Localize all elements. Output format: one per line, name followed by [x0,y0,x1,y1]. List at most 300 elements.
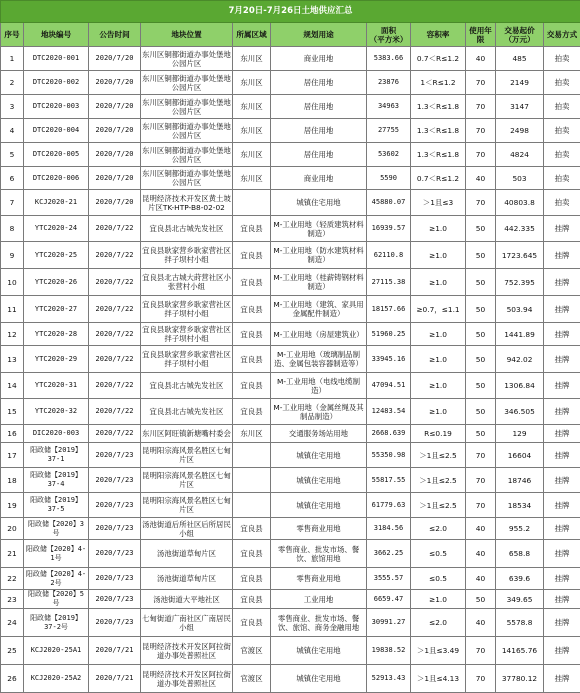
start-price-cell: 18746 [496,468,544,493]
method-cell: 挂牌 [544,425,580,443]
far-cell: 0.7＜R≤1.2 [411,167,466,190]
method-cell: 挂牌 [544,296,580,323]
row-number-cell: 14 [1,373,24,399]
header-cell: 公告时间 [89,23,141,47]
land-use-cell: 城镇住宅用地 [271,665,367,693]
far-cell: ≤2.0 [411,518,466,540]
start-price-cell: 346.505 [496,399,544,425]
far-cell: 1.3＜R≤1.8 [411,119,466,143]
method-cell: 拍卖 [544,167,580,190]
table-row [1,373,580,399]
row-number-cell: 16 [1,425,24,443]
location-cell: 昆明阳宗海风景名胜区七甸片区 [141,443,233,468]
row-number-cell: 10 [1,269,24,296]
table-row [1,346,580,373]
district-cell: 宜良县 [233,269,271,296]
table-row [1,518,580,540]
land-use-cell: 居住用地 [271,71,367,95]
district-cell: 东川区 [233,425,271,443]
term-cell: 70 [466,190,496,216]
land-use-cell: M-工业用地（玻璃制品制造、金属包装容器制造等） [271,346,367,373]
term-cell: 70 [466,637,496,665]
notice-date-cell: 2020/7/21 [89,637,141,665]
district-cell: 东川区 [233,143,271,167]
notice-date-cell: 2020/7/21 [89,665,141,693]
location-cell: 汤池街道后所社区后所居民小组 [141,518,233,540]
row-number-cell: 21 [1,540,24,568]
far-cell: 1.3＜R≤1.8 [411,95,466,119]
method-cell: 挂牌 [544,590,580,609]
header-cell: 规划用途 [271,23,367,47]
area-cell: 55350.98 [367,443,411,468]
location-cell: 东川区铜都街道办事处堡地公园片区 [141,47,233,71]
parcel-id-cell: 阳政储【2019】37-5 [24,493,89,518]
parcel-id-cell: 阳政储【2019】37-4 [24,468,89,493]
method-cell: 挂牌 [544,242,580,269]
far-cell: ≤0.5 [411,568,466,590]
land-use-cell: M-工业用地（桂薪铸钢材料制造） [271,269,367,296]
area-cell: 27755 [367,119,411,143]
header-cell: 地块位置 [141,23,233,47]
location-cell: 宜良县北古城先发社区 [141,373,233,399]
far-cell: ≥1.0 [411,590,466,609]
method-cell: 挂牌 [544,346,580,373]
row-number-cell: 8 [1,216,24,242]
area-cell: 62110.8 [367,242,411,269]
far-cell: 1＜R≤1.2 [411,71,466,95]
location-cell: 汤池街道草甸片区 [141,540,233,568]
start-price-cell: 639.6 [496,568,544,590]
term-cell: 70 [466,143,496,167]
term-cell: 50 [466,425,496,443]
method-cell: 挂牌 [544,269,580,296]
land-use-cell: M-工业用地（建筑、家具用金属配件制造） [271,296,367,323]
term-cell: 50 [466,373,496,399]
table-row [1,216,580,242]
location-cell: 东川区铜都街道办事处堡地公园片区 [141,95,233,119]
row-number-cell: 15 [1,399,24,425]
start-price-cell: 129 [496,425,544,443]
parcel-id-cell: DTC2020-003 [24,95,89,119]
row-number-cell: 2 [1,71,24,95]
parcel-id-cell: 阳政储【2019】37-2号 [24,609,89,637]
notice-date-cell: 2020/7/22 [89,323,141,346]
start-price-cell: 2498 [496,119,544,143]
header-cell: 交易方式 [544,23,580,47]
far-cell: 1.3＜R≤1.8 [411,143,466,167]
far-cell: ＞1且≤2.5 [411,493,466,518]
location-cell: 汤池街道草甸片区 [141,568,233,590]
district-cell [233,468,271,493]
parcel-id-cell: 阳政储【2020】3号 [24,518,89,540]
title-row [1,1,580,23]
row-number-cell: 3 [1,95,24,119]
term-cell: 50 [466,590,496,609]
far-cell: ≥1.0 [411,216,466,242]
term-cell: 40 [466,540,496,568]
land-use-cell: 交通服务场站用地 [271,425,367,443]
notice-date-cell: 2020/7/22 [89,216,141,242]
row-number-cell: 19 [1,493,24,518]
parcel-id-cell: YTC2020-25 [24,242,89,269]
area-cell: 3184.56 [367,518,411,540]
land-use-cell: 城镇住宅用地 [271,190,367,216]
notice-date-cell: 2020/7/22 [89,425,141,443]
far-cell: ＞1且≤2.5 [411,468,466,493]
land-use-cell: 城镇住宅用地 [271,637,367,665]
land-use-cell: 城镇住宅用地 [271,493,367,518]
land-use-cell: M-工业用地（房屋建筑业） [271,323,367,346]
area-cell: 53602 [367,143,411,167]
notice-date-cell: 2020/7/23 [89,493,141,518]
parcel-id-cell: YTC2020-27 [24,296,89,323]
method-cell: 拍卖 [544,119,580,143]
land-use-cell: 零售商业、批发市场、餐饮、旅馆用地 [271,540,367,568]
parcel-id-cell: DTC2020-002 [24,71,89,95]
row-number-cell: 1 [1,47,24,71]
start-price-cell: 40803.8 [496,190,544,216]
start-price-cell: 3147 [496,95,544,119]
district-cell: 宜良县 [233,568,271,590]
method-cell: 挂牌 [544,443,580,468]
location-cell: 昆明经济技术开发区阿拉街道办事处普照社区 [141,637,233,665]
start-price-cell: 14165.76 [496,637,544,665]
method-cell: 挂牌 [544,216,580,242]
table-row [1,493,580,518]
term-cell: 40 [466,518,496,540]
table-row [1,399,580,425]
parcel-id-cell: YTC2020-26 [24,269,89,296]
land-use-cell: 居住用地 [271,95,367,119]
term-cell: 50 [466,296,496,323]
start-price-cell: 1441.89 [496,323,544,346]
row-number-cell: 17 [1,443,24,468]
method-cell: 拍卖 [544,190,580,216]
parcel-id-cell: DTC2020-005 [24,143,89,167]
table-row [1,167,580,190]
term-cell: 40 [466,167,496,190]
table-row [1,609,580,637]
term-cell: 70 [466,119,496,143]
header-cell: 容积率 [411,23,466,47]
method-cell: 挂牌 [544,399,580,425]
location-cell: 汤池街道大平地社区 [141,590,233,609]
location-cell: 宜良县耿家营乡耿家营社区拌子坝村小组 [141,346,233,373]
notice-date-cell: 2020/7/23 [89,590,141,609]
parcel-id-cell: DTC2020-006 [24,167,89,190]
district-cell: 东川区 [233,95,271,119]
start-price-cell: 503 [496,167,544,190]
area-cell: 33945.16 [367,346,411,373]
table-row [1,540,580,568]
notice-date-cell: 2020/7/22 [89,269,141,296]
notice-date-cell: 2020/7/20 [89,47,141,71]
start-price-cell: 503.94 [496,296,544,323]
method-cell: 拍卖 [544,143,580,167]
table-row [1,296,580,323]
parcel-id-cell: 阳政储【2020】4-1号 [24,540,89,568]
start-price-cell: 658.8 [496,540,544,568]
land-use-cell: 居住用地 [271,143,367,167]
table-row [1,71,580,95]
area-cell: 18157.66 [367,296,411,323]
district-cell: 宜良县 [233,399,271,425]
area-cell: 5383.66 [367,47,411,71]
parcel-id-cell: 阳政储【2020】4-2号 [24,568,89,590]
location-cell: 宜良县北古城大莳营社区小张营村小组 [141,269,233,296]
parcel-id-cell: 阳政储【2019】37-1 [24,443,89,468]
far-cell: ≤0.5 [411,540,466,568]
land-use-cell: 城镇住宅用地 [271,468,367,493]
area-cell: 34963 [367,95,411,119]
term-cell: 40 [466,609,496,637]
parcel-id-cell: KCJ2020-21 [24,190,89,216]
row-number-cell: 24 [1,609,24,637]
method-cell: 拍卖 [544,71,580,95]
notice-date-cell: 2020/7/22 [89,296,141,323]
table-row [1,468,580,493]
table-row [1,269,580,296]
notice-date-cell: 2020/7/23 [89,540,141,568]
land-use-cell: M-工业用地（防水建筑材料制造） [271,242,367,269]
land-use-cell: 居住用地 [271,119,367,143]
district-cell: 东川区 [233,71,271,95]
far-cell: ≥0.7，≤1.1 [411,296,466,323]
table-row [1,190,580,216]
area-cell: 61779.63 [367,493,411,518]
start-price-cell: 5578.8 [496,609,544,637]
location-cell: 昆明阳宗海风景名胜区七甸片区 [141,468,233,493]
district-cell: 东川区 [233,119,271,143]
land-use-cell: 零售商业用地 [271,518,367,540]
table-body [1,47,580,693]
term-cell: 70 [466,468,496,493]
area-cell: 19838.52 [367,637,411,665]
district-cell: 宜良县 [233,242,271,269]
table-row [1,443,580,468]
district-cell: 东川区 [233,47,271,71]
location-cell: 昆明阳宗海风景名胜区七甸片区 [141,493,233,518]
district-cell: 宜良县 [233,346,271,373]
district-cell [233,443,271,468]
row-number-cell: 11 [1,296,24,323]
term-cell: 50 [466,399,496,425]
method-cell: 挂牌 [544,609,580,637]
land-use-cell: M-工业用地（轻质建筑材料制造） [271,216,367,242]
row-number-cell: 9 [1,242,24,269]
location-cell: 东川区铜都街道办事处堡地公园片区 [141,71,233,95]
notice-date-cell: 2020/7/23 [89,443,141,468]
notice-date-cell: 2020/7/23 [89,609,141,637]
location-cell: 昆明经济技术开发区黄土坡片区TK-HTP-B8-02-02 [141,190,233,216]
area-cell: 23876 [367,71,411,95]
district-cell [233,493,271,518]
far-cell: R≤0.19 [411,425,466,443]
method-cell: 拍卖 [544,47,580,71]
parcel-id-cell: DTC2020-004 [24,119,89,143]
land-use-cell: M-工业用地（金属丝绳及其制品制造） [271,399,367,425]
term-cell: 70 [466,443,496,468]
start-price-cell: 2149 [496,71,544,95]
header-cell: 所属区域 [233,23,271,47]
location-cell: 东川区铜都街道办事处堡地公园片区 [141,143,233,167]
district-cell: 宜良县 [233,323,271,346]
location-cell: 东川区铜都街道办事处堡地公园片区 [141,167,233,190]
notice-date-cell: 2020/7/20 [89,71,141,95]
far-cell: ≥1.0 [411,242,466,269]
start-price-cell: 37780.12 [496,665,544,693]
row-number-cell: 20 [1,518,24,540]
term-cell: 70 [466,71,496,95]
row-number-cell: 18 [1,468,24,493]
method-cell: 挂牌 [544,323,580,346]
location-cell: 东川区铜都街道办事处堡地公园片区 [141,119,233,143]
term-cell: 70 [466,665,496,693]
header-cell: 面积 （平方米） [367,23,411,47]
area-cell: 16939.57 [367,216,411,242]
term-cell: 50 [466,346,496,373]
notice-date-cell: 2020/7/20 [89,95,141,119]
notice-date-cell: 2020/7/22 [89,346,141,373]
land-use-cell: 城镇住宅用地 [271,443,367,468]
row-number-cell: 6 [1,167,24,190]
notice-date-cell: 2020/7/20 [89,190,141,216]
parcel-id-cell: 阳政储【2020】5号 [24,590,89,609]
start-price-cell: 442.335 [496,216,544,242]
header-cell: 使用年限 [466,23,496,47]
term-cell: 40 [466,568,496,590]
far-cell: ＞1且≤3.49 [411,637,466,665]
table-title: 7月20日-7月26日土地供应汇总 [1,1,580,23]
term-cell: 70 [466,95,496,119]
notice-date-cell: 2020/7/20 [89,119,141,143]
header-cell: 序号 [1,23,24,47]
parcel-id-cell: YTC2020-29 [24,346,89,373]
method-cell: 挂牌 [544,665,580,693]
area-cell: 2668.639 [367,425,411,443]
table-row [1,665,580,693]
district-cell: 宜良县 [233,540,271,568]
district-cell: 官渡区 [233,665,271,693]
term-cell: 50 [466,269,496,296]
location-cell: 宜良县耿家营乡耿家营社区拌子坝村小组 [141,323,233,346]
header-row [1,23,580,47]
row-number-cell: 12 [1,323,24,346]
term-cell: 50 [466,323,496,346]
table-row [1,242,580,269]
start-price-cell: 955.2 [496,518,544,540]
method-cell: 拍卖 [544,95,580,119]
table-row [1,568,580,590]
location-cell: 七甸街道广南社区广南居民小组 [141,609,233,637]
far-cell: ＞1且≤3 [411,190,466,216]
land-use-cell: 商业用地 [271,167,367,190]
land-use-cell: 工业用地 [271,590,367,609]
header-cell: 交易起价 （万元） [496,23,544,47]
row-number-cell: 26 [1,665,24,693]
term-cell: 70 [466,493,496,518]
parcel-id-cell: YTC2020-31 [24,373,89,399]
parcel-id-cell: YTC2020-28 [24,323,89,346]
start-price-cell: 1723.645 [496,242,544,269]
area-cell: 52913.43 [367,665,411,693]
location-cell: 东川区阿旺镇新塘嘴村委会 [141,425,233,443]
start-price-cell: 1306.84 [496,373,544,399]
land-use-cell: 零售商业、批发市场、餐饮、旅馆、商务金融用地 [271,609,367,637]
parcel-id-cell: KCJ2020-25A2 [24,665,89,693]
parcel-id-cell: KCJ2020-25A1 [24,637,89,665]
district-cell: 官渡区 [233,637,271,665]
location-cell: 昆明经济技术开发区阿拉街道办事处普照社区 [141,665,233,693]
term-cell: 40 [466,47,496,71]
row-number-cell: 22 [1,568,24,590]
area-cell: 3555.57 [367,568,411,590]
table-row [1,95,580,119]
term-cell: 50 [466,216,496,242]
method-cell: 挂牌 [544,568,580,590]
location-cell: 宜良县耿家营乡耿家营社区拌子坝村小组 [141,242,233,269]
table-row [1,323,580,346]
start-price-cell: 485 [496,47,544,71]
table-row [1,47,580,71]
far-cell: ≥1.0 [411,399,466,425]
table-row [1,425,580,443]
method-cell: 挂牌 [544,540,580,568]
district-cell: 宜良县 [233,296,271,323]
table-row [1,637,580,665]
area-cell: 45880.07 [367,190,411,216]
parcel-id-cell: DTC2020-001 [24,47,89,71]
row-number-cell: 5 [1,143,24,167]
row-number-cell: 4 [1,119,24,143]
far-cell: ≤2.0 [411,609,466,637]
notice-date-cell: 2020/7/23 [89,568,141,590]
district-cell: 宜良县 [233,518,271,540]
district-cell: 宜良县 [233,609,271,637]
district-cell: 宜良县 [233,373,271,399]
start-price-cell: 942.02 [496,346,544,373]
far-cell: ≥1.0 [411,346,466,373]
notice-date-cell: 2020/7/22 [89,399,141,425]
method-cell: 挂牌 [544,468,580,493]
area-cell: 3662.25 [367,540,411,568]
method-cell: 挂牌 [544,373,580,399]
area-cell: 27115.38 [367,269,411,296]
start-price-cell: 16604 [496,443,544,468]
start-price-cell: 752.395 [496,269,544,296]
table-row [1,119,580,143]
area-cell: 55817.55 [367,468,411,493]
far-cell: ≥1.0 [411,323,466,346]
area-cell: 5590 [367,167,411,190]
method-cell: 挂牌 [544,637,580,665]
area-cell: 51960.25 [367,323,411,346]
notice-date-cell: 2020/7/20 [89,143,141,167]
row-number-cell: 23 [1,590,24,609]
notice-date-cell: 2020/7/20 [89,167,141,190]
table-row [1,590,580,609]
notice-date-cell: 2020/7/23 [89,518,141,540]
far-cell: ≥1.0 [411,269,466,296]
far-cell: ＞1且≤2.5 [411,443,466,468]
district-cell: 宜良县 [233,216,271,242]
parcel-id-cell: DIC2020-003 [24,425,89,443]
start-price-cell: 349.65 [496,590,544,609]
location-cell: 宜良县北古城先发社区 [141,399,233,425]
land-use-cell: M-工业用地（电线电缆制造） [271,373,367,399]
start-price-cell: 18534 [496,493,544,518]
area-cell: 6659.47 [367,590,411,609]
